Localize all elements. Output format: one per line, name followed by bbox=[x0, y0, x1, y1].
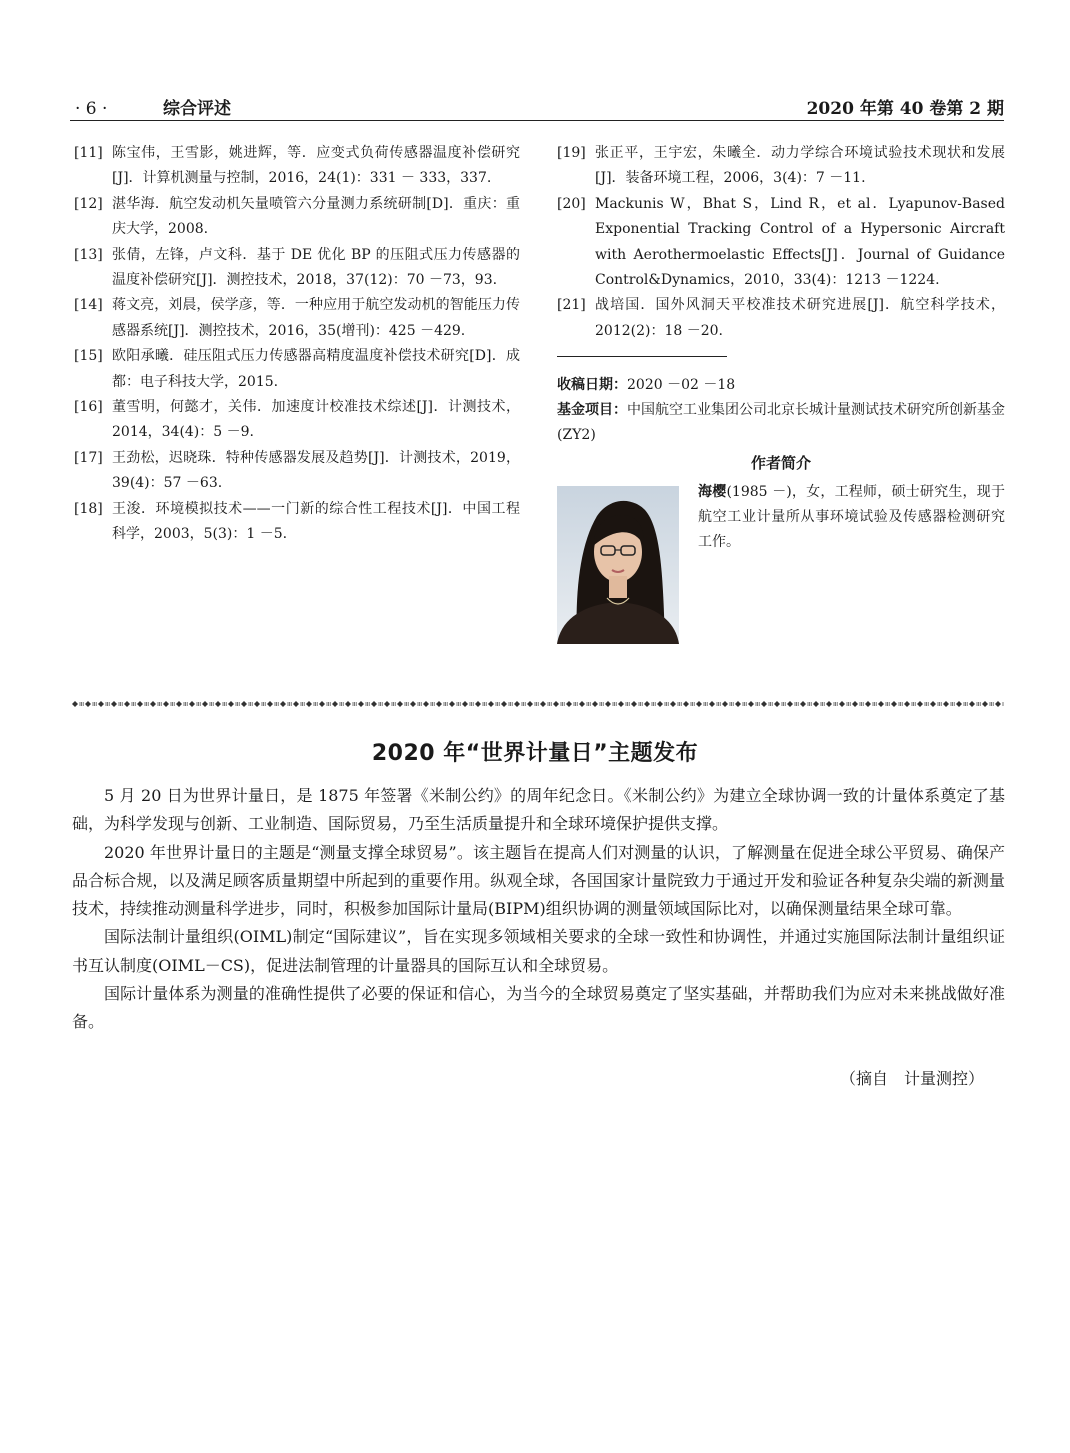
article-paragraph: 国际计量体系为测量的准确性提供了必要的保证和信心，为当今的全球贸易奠定了坚实基础，并帮助我们为应对未来挑战做好准备。 bbox=[72, 984, 1005, 1032]
divider-diamond bbox=[605, 701, 611, 707]
divider-diamond bbox=[566, 701, 572, 707]
divider-diamond bbox=[657, 701, 663, 707]
divider-diamond bbox=[371, 701, 377, 707]
reference-item bbox=[74, 395, 520, 446]
reference-text: 蒋文亮，刘晨，侯学彦，等．一种应用于航空发动机的智能压力传感器系统[J]．测控技术，2016，35(增刊)：425 －429. bbox=[112, 297, 520, 339]
divider-diamond bbox=[917, 701, 923, 707]
divider-diamond bbox=[306, 701, 312, 707]
divider-diamond bbox=[839, 701, 845, 707]
issue-info: 2020 年第 40 卷第 2 期 bbox=[806, 99, 1004, 119]
divider-diamond bbox=[670, 701, 676, 707]
author-photo bbox=[557, 486, 679, 644]
divider-diamond bbox=[202, 701, 208, 707]
divider-diamond bbox=[722, 701, 728, 707]
divider-diamond bbox=[488, 701, 494, 707]
divider-diamond bbox=[72, 701, 78, 707]
divider-diamond bbox=[735, 701, 741, 707]
divider-diamond bbox=[241, 701, 247, 707]
divider-diamond bbox=[995, 701, 1001, 707]
reference-number: [15] bbox=[74, 348, 103, 365]
divider-diamond bbox=[228, 701, 234, 707]
divider-diamond bbox=[436, 701, 442, 707]
divider-diamond bbox=[553, 701, 559, 707]
reference-item bbox=[74, 497, 520, 548]
section-title: 综合评述 bbox=[163, 99, 231, 119]
divider-diamond bbox=[943, 701, 949, 707]
divider-diamond bbox=[709, 701, 715, 707]
reference-item bbox=[557, 141, 1005, 192]
divider-diamond bbox=[813, 701, 819, 707]
reference-number: [16] bbox=[74, 399, 103, 416]
running-header-left bbox=[75, 94, 231, 119]
divider-diamond bbox=[579, 701, 585, 707]
reference-text: 张正平，王宇宏，朱曦全．动力学综合环境试验技术现状和发展[J]．装备环境工程，2006，3(4)：7 －11. bbox=[595, 145, 1005, 187]
reference-text: 湛华海．航空发动机矢量喷管六分量测力系统研制[D]．重庆：重庆大学，2008. bbox=[112, 195, 520, 238]
divider-diamond bbox=[215, 701, 221, 707]
divider-diamond bbox=[826, 701, 832, 707]
divider-diamond bbox=[267, 701, 273, 707]
divider-diamond bbox=[293, 701, 299, 707]
divider-diamond bbox=[982, 701, 988, 707]
reference-text: 欧阳承曦．硅压阻式压力传感器高精度温度补偿技术研究[D]．成都：电子科技大学，2015. bbox=[112, 348, 520, 390]
author-bio-text: (1985 －)，女，工程师，硕士研究生，现于航空工业计量所从事环境试验及传感器检测研究工作。 bbox=[698, 484, 1005, 550]
divider-diamond bbox=[410, 701, 416, 707]
article-body bbox=[72, 782, 1005, 1037]
divider-diamond bbox=[358, 701, 364, 707]
author-bio bbox=[698, 480, 1005, 555]
divider-diamond bbox=[384, 701, 390, 707]
reference-text: 王浚．环境模拟技术——一门新的综合性工程技术[J]．中国工程科学，2003，5(3)：1 －5. bbox=[112, 500, 520, 543]
received-date bbox=[557, 373, 1005, 398]
divider-diamond bbox=[891, 701, 897, 707]
divider-diamond bbox=[930, 701, 936, 707]
divider-diamond bbox=[787, 701, 793, 707]
reference-number: [13] bbox=[74, 246, 103, 263]
divider-diamond bbox=[644, 701, 650, 707]
article-paragraph: 国际法制计量组织(OIML)制定“国际建议”，旨在实现多领域相关要求的全球一致性和协调性，并通过实施国际法制计量组织证书互认制度(OIML－CS)，促进法制管理的计量器具的国际互认和全球贸易。 bbox=[72, 927, 1005, 975]
received-date-label: 收稿日期： bbox=[557, 377, 627, 393]
reference-item bbox=[74, 192, 520, 243]
divider-diamond bbox=[163, 701, 169, 707]
page-number: · 6 · bbox=[75, 99, 108, 119]
ornamental-divider bbox=[70, 700, 1004, 708]
references-right-column bbox=[557, 141, 1005, 344]
divider-diamond bbox=[618, 701, 624, 707]
divider-diamond bbox=[527, 701, 533, 707]
divider-diamond bbox=[696, 701, 702, 707]
reference-number: [11] bbox=[74, 145, 103, 161]
divider-diamond bbox=[462, 701, 468, 707]
reference-item bbox=[557, 192, 1005, 294]
reference-item bbox=[557, 293, 1005, 344]
divider-diamond bbox=[904, 701, 910, 707]
divider-diamond bbox=[319, 701, 325, 707]
divider-diamond bbox=[397, 701, 403, 707]
reference-text: 王劲松，迟晓珠．特种传感器发展及趋势[J]．计测技术，2019，39(4)：57 －63. bbox=[112, 449, 520, 492]
reference-text: 陈宝伟，王雪影，姚进辉，等．应变式负荷传感器温度补偿研究[J]．计算机测量与控制，2016，24(1)：331 － 333，337. bbox=[112, 145, 520, 187]
divider-diamond bbox=[501, 701, 507, 707]
reference-number: [20] bbox=[557, 195, 586, 212]
author-portrait-icon bbox=[557, 486, 679, 644]
divider-diamond bbox=[124, 701, 130, 707]
divider-diamond bbox=[761, 701, 767, 707]
author-heading: 作者简介 bbox=[750, 454, 811, 472]
divider-diamond bbox=[475, 701, 481, 707]
references-left-column bbox=[74, 141, 520, 548]
reference-item bbox=[74, 344, 520, 395]
divider-diamond bbox=[956, 701, 962, 707]
reference-number: [12] bbox=[74, 195, 103, 212]
divider-diamond bbox=[98, 701, 104, 707]
reference-item bbox=[74, 446, 520, 497]
divider-diamond bbox=[423, 701, 429, 707]
reference-text: 张倩，左锋，卢文科．基于 DE 优化 BP 的压阻式压力传感器的温度补偿研究[J]．测控技术，2018，37(12)：70 －73，93. bbox=[112, 246, 520, 289]
divider-diamond bbox=[332, 701, 338, 707]
reference-text: 战培国．国外风洞天平校准技术研究进展[J]．航空科学技术，2012(2)：18 －20. bbox=[595, 297, 1005, 339]
footnote-rule bbox=[557, 356, 727, 357]
article-source: （摘自 计量测控） bbox=[839, 1069, 984, 1088]
divider-diamond bbox=[345, 701, 351, 707]
fund-project-value: 中国航空工业集团公司北京长城计量测试技术研究所创新基金(ZY2) bbox=[557, 402, 1005, 443]
reference-item bbox=[74, 141, 520, 192]
divider-diamond bbox=[748, 701, 754, 707]
reference-number: [14] bbox=[74, 297, 103, 314]
divider-diamond bbox=[137, 701, 143, 707]
reference-item bbox=[74, 243, 520, 294]
divider-diamond bbox=[865, 701, 871, 707]
divider-diamond bbox=[85, 701, 91, 707]
article-title: 2020 年“世界计量日”主题发布 bbox=[371, 741, 699, 766]
article-paragraph: 5 月 20 日为世界计量日，是 1875 年签署《米制公约》的周年纪念日。《米制公约》为建立全球协调一致的计量体系奠定了基础，为科学发现与创新、工业制造、国际贸易，乃至生活质量提升和全球环境保护提供支撑。 bbox=[72, 786, 1005, 834]
divider-diamond bbox=[280, 701, 286, 707]
divider-diamond bbox=[969, 701, 975, 707]
divider-diamond bbox=[592, 701, 598, 707]
received-date-value: 2020 －02 －18 bbox=[627, 377, 736, 393]
header-rule bbox=[70, 120, 1004, 121]
divider-diamond bbox=[254, 701, 260, 707]
reference-number: [17] bbox=[74, 449, 103, 466]
divider-diamond bbox=[449, 701, 455, 707]
fund-project bbox=[557, 398, 1005, 448]
fund-project-label: 基金项目： bbox=[557, 402, 627, 418]
divider-diamond bbox=[852, 701, 858, 707]
divider-diamond bbox=[540, 701, 546, 707]
divider-diamond bbox=[150, 701, 156, 707]
divider-diamond bbox=[189, 701, 195, 707]
divider-diamond bbox=[111, 701, 117, 707]
divider-diamond bbox=[514, 701, 520, 707]
divider-diamond bbox=[878, 701, 884, 707]
divider-diamond bbox=[683, 701, 689, 707]
divider-diamond bbox=[631, 701, 637, 707]
divider-diamond bbox=[176, 701, 182, 707]
reference-number: [18] bbox=[74, 500, 103, 517]
reference-number: [19] bbox=[557, 145, 586, 161]
divider-diamond bbox=[800, 701, 806, 707]
divider-diamond bbox=[774, 701, 780, 707]
reference-item bbox=[74, 293, 520, 344]
reference-text: Mackunis W，Bhat S，Lind R，et al．Lyapunov-Based Exponential Tracking Control of a Hypersonic Aircraft with Aerothermoelastic Effects[J]．Journal of Guidance Control&Dynamics，2010，33(4)：1213 －1224. bbox=[595, 195, 1005, 289]
article-paragraph: 2020 年世界计量日的主题是“测量支撑全球贸易”。该主题旨在提高人们对测量的认识，了解测量在促进全球公平贸易、确保产品合标合规，以及满足顾客质量期望中所起到的重要作用。纵观全球，各国国家计量院致力于通过开发和验证各种复杂尖端的新测量技术，持续推动测量科学进步，同时，积极参加国际计量局(BIPM)组织协调的测量领域国际比对，以确保测量结果全球可靠。 bbox=[72, 842, 1005, 919]
author-name: 海樱 bbox=[698, 484, 727, 500]
reference-number: [21] bbox=[557, 297, 586, 314]
reference-text: 董雪明，何懿才，关伟．加速度计校准技术综述[J]．计测技术，2014，34(4)：5 －9. bbox=[112, 399, 520, 441]
